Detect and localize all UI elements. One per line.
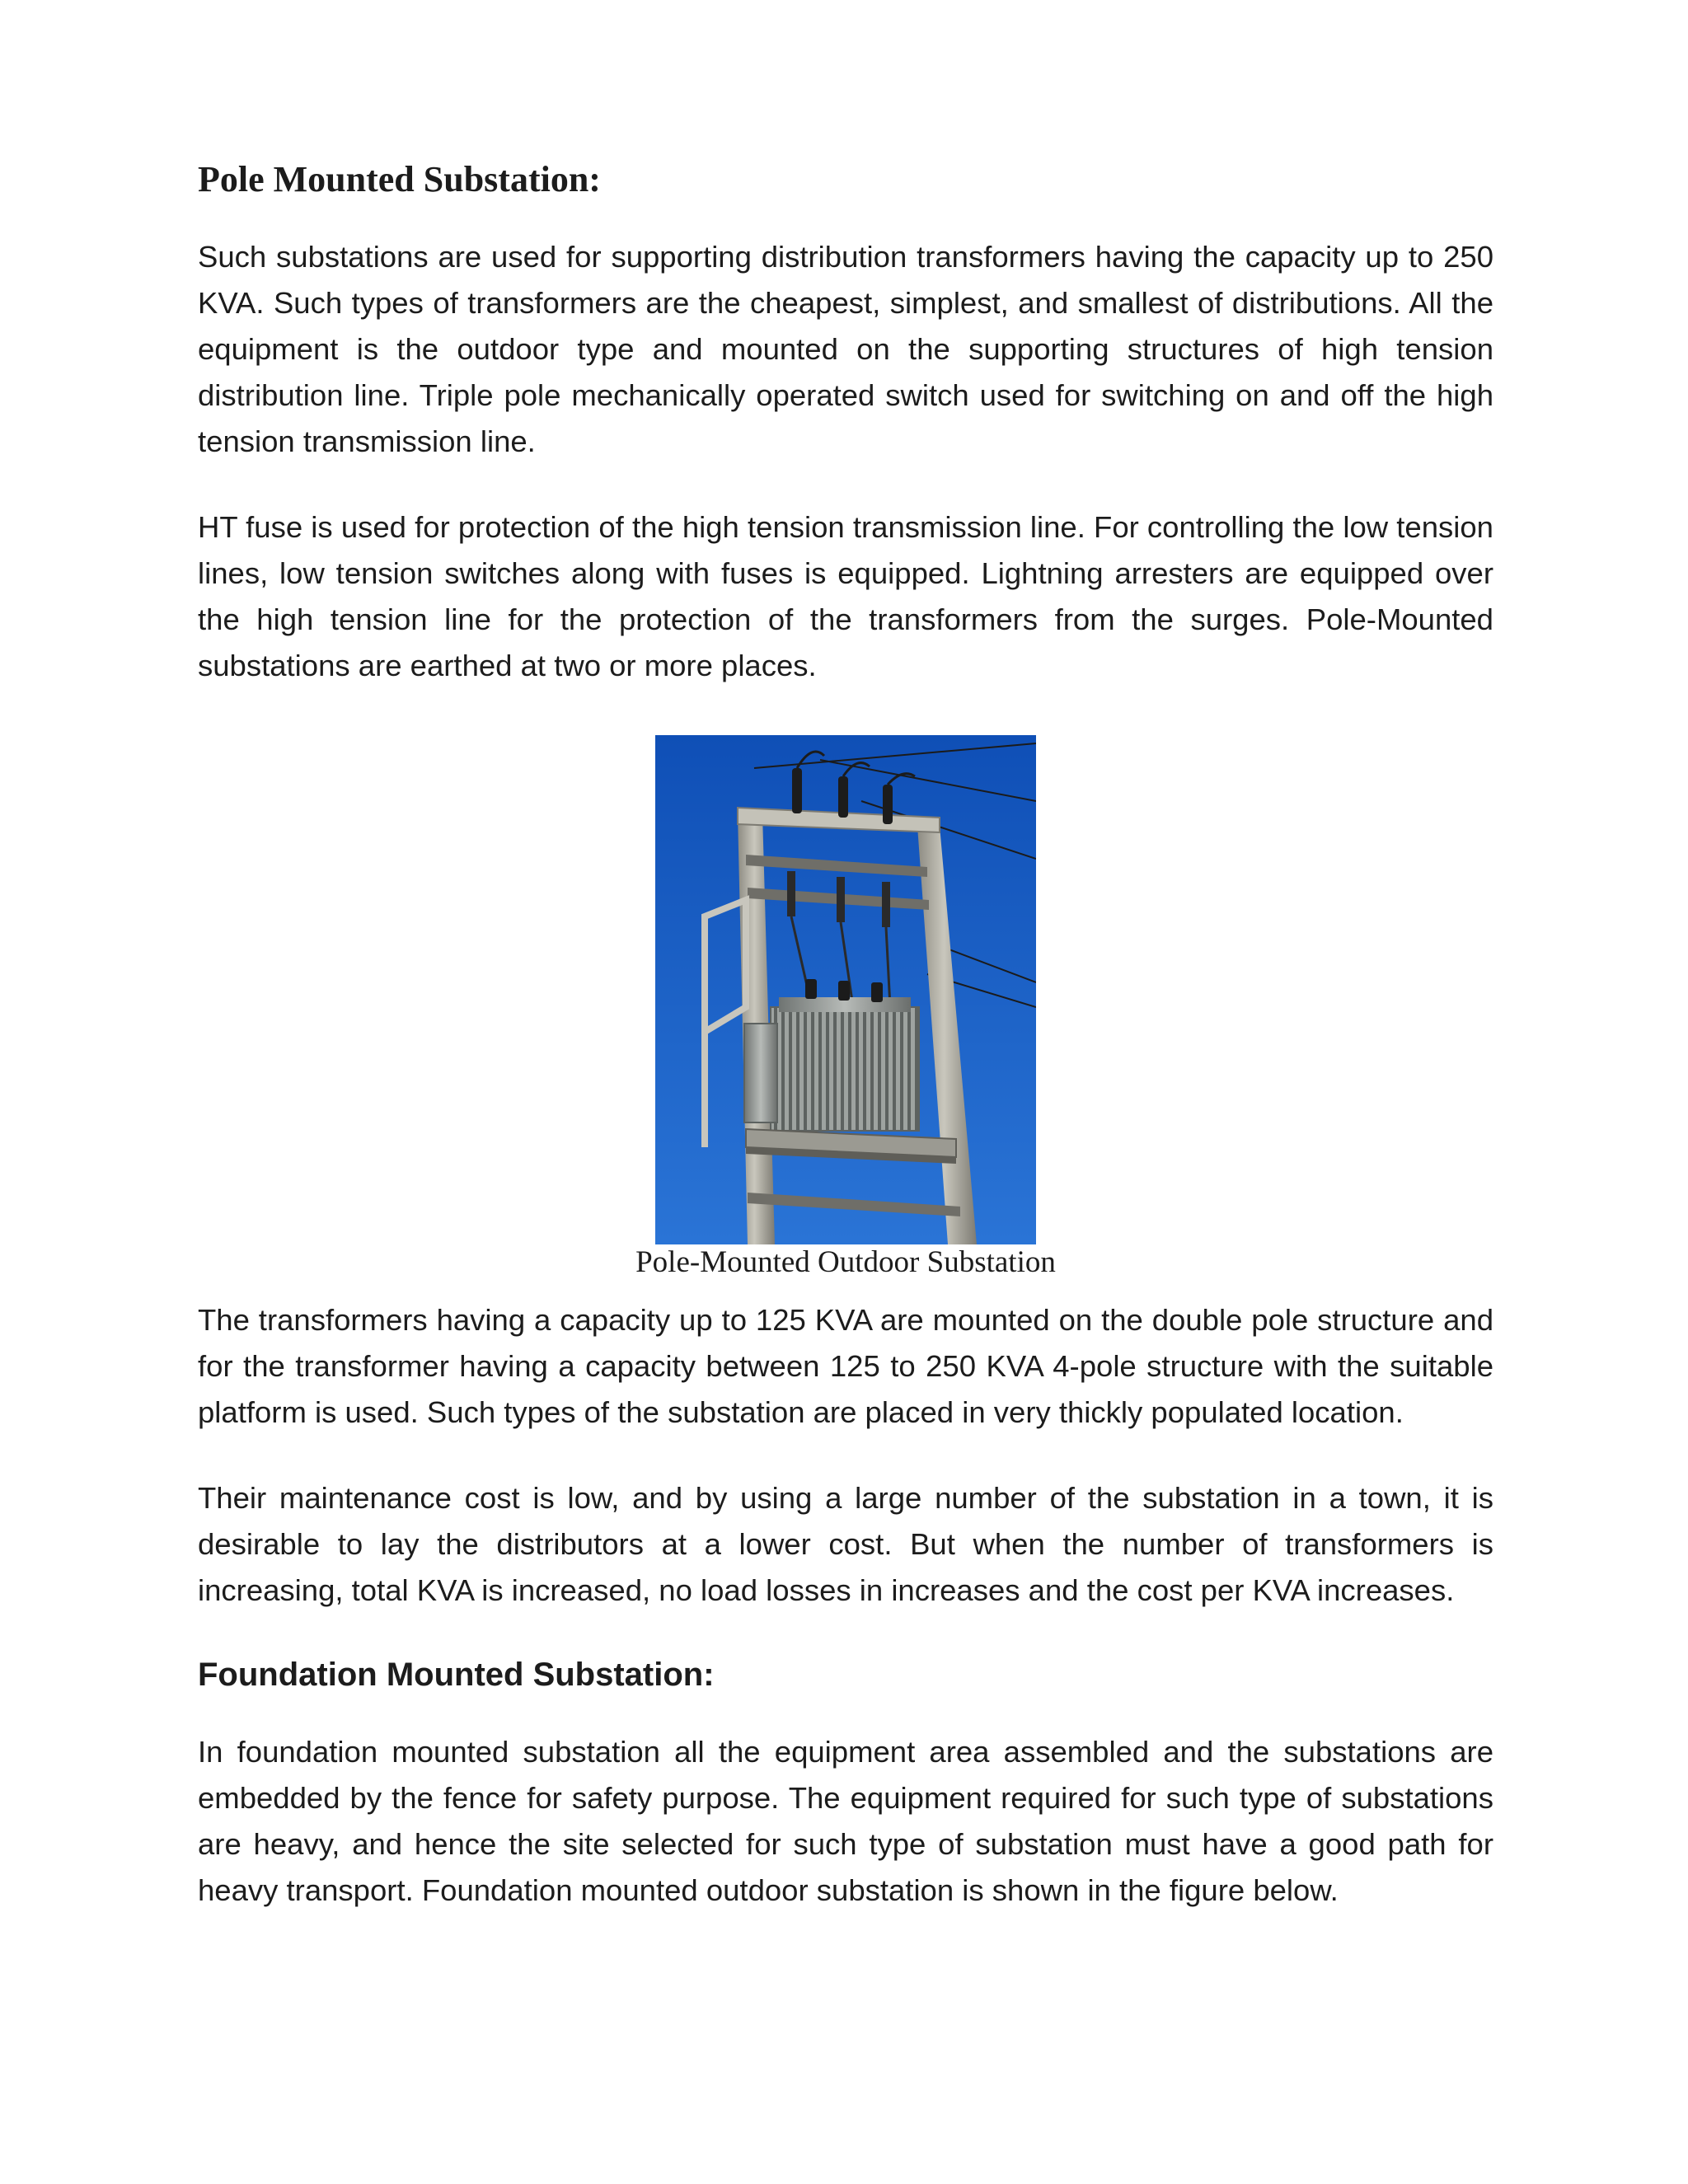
paragraph-3: The transformers having a capacity up to 125 KVA are mounted on the double pole structure and for the transformer having a capacity between 125 to 250 KVA 4-pole structure with the suitable platform is used. Such types of the substation are placed in very thickly populated location. <box>198 1303 1493 1429</box>
paragraph-1: Such substations are used for supporting distribution transformers having the capacity up to 250 KVA. Such types of transformers are the cheapest, simplest, and smallest of distributions. All the equipment is the outdoor type and mounted on the supporting structures of high tension distribution line. Triple pole mechanically operated switch used for switching on and off the high tension transmission line. <box>198 240 1493 458</box>
paragraph-2: HT fuse is used for protection of the high tension transmission line. For controlling the low tension lines, low tension switches along with fuses is equipped. Lightning arresters are equipped over the high tension line for the protection of the transformers from the surges. Pole-Mounted substations are earthed at two or more places. <box>198 510 1493 682</box>
section-heading-pole-mounted: Pole Mounted Substation: <box>198 159 601 199</box>
substation-illustration <box>655 735 1036 1244</box>
section-heading-foundation-mounted: Foundation Mounted Substation: <box>198 1657 715 1693</box>
paragraph-4: Their maintenance cost is low, and by using a large number of the substation in a town, it is desirable to lay the distributors at a lower cost. But when the number of transformers is increasing, total KVA is increased, no load losses in increases and the cost per KVA increases. <box>198 1481 1493 1607</box>
document-content <box>198 157 1493 1953</box>
paragraph-5: In foundation mounted substation all the equipment area assembled and the substations are embedded by the fence for safety purpose. The equipment required for such type of substations are heavy, and hence the site selected for such type of substation must have a good path for heavy transport. Foundation mounted outdoor substation is shown in the figure below. <box>198 1735 1493 1907</box>
pole-mounted-substation-photo <box>655 735 1036 1244</box>
figure-pole-mounted-substation <box>198 735 1493 1281</box>
figure-caption: Pole-Mounted Outdoor Substation <box>635 1245 1056 1279</box>
